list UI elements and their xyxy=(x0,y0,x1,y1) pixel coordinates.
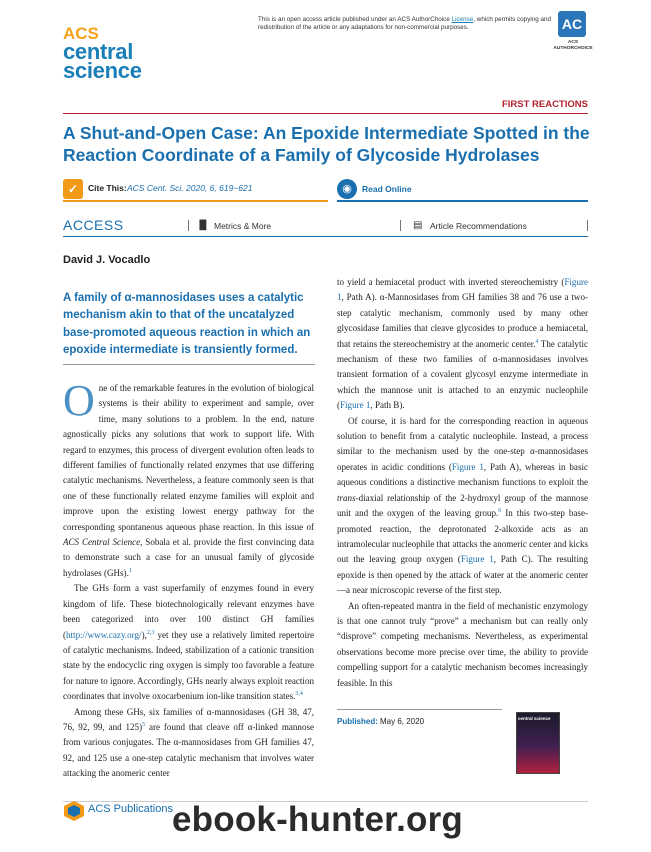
acs-publications-logo-icon xyxy=(63,800,85,822)
abstract: A family of α-mannosidases uses a catalytic mechanism akin to that of the uncatalyzed base-promoted aqueous reaction in which an epoxide intermediate is transiently formed. xyxy=(63,292,311,357)
figure-link[interactable]: Figure 1 xyxy=(460,554,494,565)
watermark: ebook-hunter.org xyxy=(172,800,463,839)
bar-chart-icon[interactable]: ▐▌ xyxy=(196,221,210,231)
paragraph: to yield a hemiacetal product with inverted stereochemistry (Figure 1, Path A). α-Mannosidases from GH families 38 and 76 use a two-step catalytic mechanism, commonly used by many other glycosidase families that cleave glycosides to produce a hemiacetal, that retains the stereochemistry at the anomeric center.$^4$ The catalytic mechanism of these two families of α-mannosidases involves transient formation of a covalent glycosyl enzyme intermediate in which the mannose unit is attached to an enzymic nucleophile (Figure 1, Path B). xyxy=(337,277,588,411)
reference-mark[interactable]: 6 xyxy=(498,508,502,515)
reference-mark[interactable]: 3,4 xyxy=(295,691,303,698)
section-rule xyxy=(63,113,588,114)
article-recommendations-link[interactable]: Article Recommendations xyxy=(430,221,527,231)
article-icon[interactable]: ▤ xyxy=(413,220,423,231)
reference-mark[interactable]: 5 xyxy=(142,721,146,728)
access-divider xyxy=(400,220,401,231)
read-online-icon[interactable]: ◉ xyxy=(337,179,357,199)
figure-link[interactable]: Figure 1 xyxy=(337,277,588,303)
author-name: David J. Vocadlo xyxy=(63,254,151,266)
access-divider xyxy=(587,220,588,231)
logo-line-acs: ACS xyxy=(63,24,99,43)
read-online-underline xyxy=(337,200,588,202)
reference-mark[interactable]: 1 xyxy=(128,567,132,574)
body-right-column xyxy=(337,275,588,691)
cazy-link[interactable]: http://www.cazy.org/ xyxy=(66,629,142,640)
license-text-suffix: , which permits copying and redistribution of the article or any adaptations for non-commercial purposes. xyxy=(258,16,551,31)
journal-name: ACS Central Science xyxy=(63,537,141,548)
published-label: Published: xyxy=(337,717,378,726)
figure-link[interactable]: Figure 1 xyxy=(451,461,484,472)
authorchoice-badge-icon: AC xyxy=(558,11,586,37)
figure-link[interactable]: Figure 1 xyxy=(340,400,371,411)
metrics-more-link[interactable]: Metrics & More xyxy=(214,221,272,231)
license-link[interactable]: License xyxy=(451,16,474,23)
read-online-link[interactable]: Read Online xyxy=(362,184,412,194)
reference-mark[interactable]: 2,3 xyxy=(146,629,155,636)
cite-underline xyxy=(63,200,328,202)
article-title: A Shut-and-Open Case: An Epoxide Intermediate Spotted in the Reaction Coordinate of a Family of Glycoside Hydrolases xyxy=(63,123,590,165)
paragraph: Among these GHs, six families of α-mannosidases (GH 38, 47, 76, 92, 99, and 125)$^5$ are found that cleave off α-linked mannose from various conjugates. The α-mannosidases from GH families 47, 92, and 125 use a one-step catalytic mechanism that involves water attacking the anomeric center xyxy=(63,706,315,779)
cover-title: central science xyxy=(518,716,551,721)
logo-line-science: science xyxy=(63,58,142,83)
access-divider xyxy=(188,220,189,231)
published-rule xyxy=(337,709,502,710)
paragraph: An often-repeated mantra in the field of mechanistic enzymology is that one cannot truly “prove” a mechanism but can really only “disprove” competing mechanisms. Nevertheless, as experimental observations become more precise over time, the ability to provide compelling support for a catalytic mechanism becomes increasingly feasible. In this xyxy=(337,600,588,688)
access-rule xyxy=(63,236,588,237)
body-left-column xyxy=(63,376,315,782)
abstract-rule xyxy=(63,364,315,365)
paragraph: Of course, it is hard for the corresponding reaction in aqueous solution to benefit from a catalytic nucleophile. Instead, a process similar to the mechanism used by the one-step α-mannosidases operates in acidic conditions (Figure 1, Path A), whereas in basic aqueous conditions a distinctive mechanism functions to exploit the trans-diaxial relationship of the 2-hydroxyl group of the mannose unit and the oxygen of the leaving group.$^6$ In this two-step base-promoted reaction, the deprotonated 2-alkoxide acts as an intramolecular nucleophile that attacks the anomeric center and kicks out the leaving group oxygen (Figure 1, Path C). The resulting epoxide is then opened by the attack of water at the anomeric center—a near microscopic reverse of the first step. xyxy=(337,415,589,596)
journal-cover-image[interactable] xyxy=(516,712,560,774)
paragraph: One of the remarkable features in the evolution of biological systems is their ability to experiment and sample, over time, many solutions to a problem. In the end, nature agnostically picks any solutions that work to support life. With regard to enzymes, this process of divergent evolution often leads to different families of functionally related enzymes that use differing catalytic mechanisms. Nevertheless, a feature commonly seen is that one of these functionally related enzyme families will exploit and improve upon the existing lowest energy pathway for the corresponding spontaneous aqueous phase reaction. In this issue of ACS Central Science, Sobala et al. provide the first convincing data to demonstrate such a case for an unusual family of glycoside hydrolases (GHs).$^1$ xyxy=(63,376,315,578)
logo-line-central: central xyxy=(63,39,134,64)
reference-mark[interactable]: 4 xyxy=(535,338,539,345)
license-notice xyxy=(258,16,554,32)
drop-cap: O xyxy=(63,376,95,425)
access-label: ACCESS xyxy=(63,217,124,233)
check-icon[interactable]: ✓ xyxy=(63,179,83,199)
paragraph: The GHs form a vast superfamily of enzymes found in every kingdom of life. These biotechnologically relevant enzymes have been categorized into over 100 distinct GH families (http://www.cazy.org/),$^{2,3}$ yet they use a relatively limited repertoire of catalytic mechanisms. Indeed, stabilization of a cationic transition state by the endocyclic ring oxygen is simply too favorable a feature for nature to ignore. Accordingly, GHs nearly always exploit reaction coordinates that involve oxocarbenium ion-like transition states.$^{3,4}$ xyxy=(63,583,314,702)
license-text-prefix: This is an open access article published under an ACS AuthorChoice xyxy=(258,16,452,23)
citation-reference[interactable]: ACS Cent. Sci. 2020, 6, 619−621 xyxy=(127,183,253,193)
cite-label[interactable]: Cite This: xyxy=(88,183,127,193)
published-date: May 6, 2020 xyxy=(380,717,425,726)
authorchoice-caption: ACS AUTHORCHOICE xyxy=(553,40,593,51)
section-label: FIRST REACTIONS xyxy=(501,99,588,110)
publisher-name: ACS Publications xyxy=(88,803,173,815)
journal-logo xyxy=(63,24,173,83)
